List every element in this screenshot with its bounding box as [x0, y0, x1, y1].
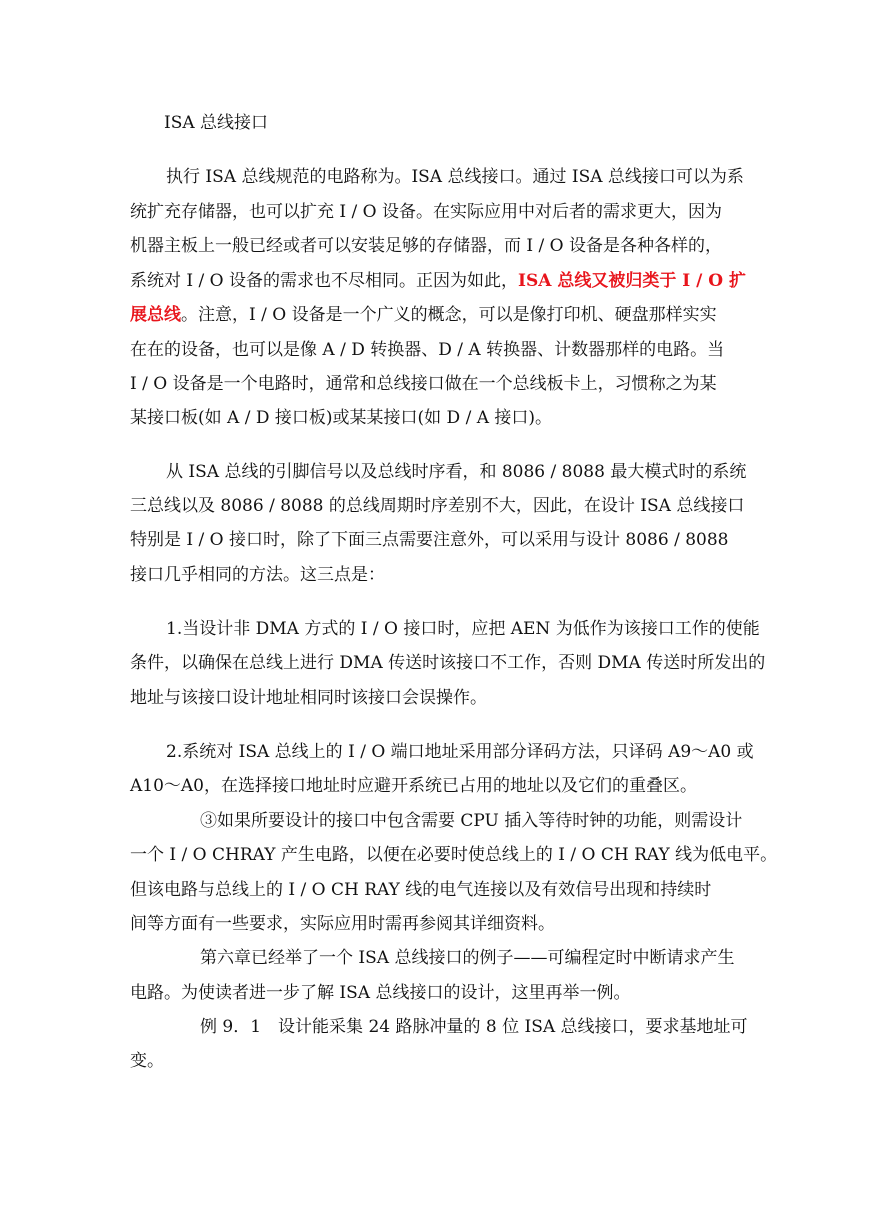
- list-item-line: 但该电路与总线上的 I / O CH RAY 线的电气连接以及有效信号出现和持续时: [130, 880, 712, 900]
- paragraph-line: 某接口板(如 A / D 接口板)或某某接口(如 D / A 接口)。: [130, 408, 553, 428]
- paragraph-line: I / O 设备是一个电路时，通常和总线接口做在一个总线板卡上，习惯称之为某: [130, 374, 717, 394]
- list-item-line: ③如果所要设计的接口中包含需要 CPU 插入等待时钟的功能，则需设计: [200, 811, 743, 831]
- paragraph-line: 统扩充存储器，也可以扩充 I / O 设备。在实际应用中对后者的需求更大，因为: [130, 202, 722, 222]
- paragraph-text: 。注意，I / O 设备是一个广义的概念，可以是像打印机、硬盘那样实实: [181, 305, 717, 325]
- list-item-line: 2.系统对 ISA 总线上的 I / O 端口地址采用部分译码方法，只译码 A9～A0 或: [166, 742, 754, 762]
- paragraph-line: 特别是 I / O 接口时，除了下面三点需要注意外，可以采用与设计 8086 / 8088: [130, 530, 729, 550]
- list-item-line: 地址与该接口设计地址相同时该接口会误操作。: [130, 688, 487, 708]
- paragraph-line: 三总线以及 8086 / 8088 的总线周期时序差别不大，因此，在设计 ISA 总线接口: [130, 496, 745, 516]
- paragraph-line: [130, 304, 717, 326]
- list-item-line: 间等方面有一些要求，实际应用时需再参阅其详细资料。: [130, 914, 555, 934]
- paragraph-line: 第六章已经举了一个 ISA 总线接口的例子——可编程定时中断请求产生: [200, 948, 735, 968]
- highlighted-text: ISA 总线又被归类于 I / O 扩: [518, 271, 746, 291]
- paragraph-line: [130, 270, 746, 292]
- example-line: 例 9．1 设计能采集 24 路脉冲量的 8 位 ISA 总线接口，要求基地址可: [200, 1017, 748, 1037]
- paragraph-line: 电路。为使读者进一步了解 ISA 总线接口的设计，这里再举一例。: [130, 983, 631, 1003]
- list-item-line: 一个 I / O CHRAY 产生电路，以便在必要时使总线上的 I / O CH RAY 线为低电平。: [130, 845, 778, 865]
- list-item-line: 条件，以确保在总线上进行 DMA 传送时该接口不工作，否则 DMA 传送时所发出的: [130, 653, 766, 673]
- paragraph-line: 执行 ISA 总线规范的电路称为。ISA 总线接口。通过 ISA 总线接口可以为系: [166, 167, 744, 187]
- highlighted-text: 展总线: [130, 305, 181, 325]
- paragraph-text: 系统对 I / O 设备的需求也不尽相同。正因为如此，: [130, 271, 518, 291]
- paragraph-line: 机器主板上一般已经或者可以安装足够的存储器，而 I / O 设备是各种各样的，: [130, 236, 722, 256]
- example-line: 变。: [130, 1051, 164, 1071]
- list-item-line: A10～A0，在选择接口地址时应避开系统已占用的地址以及它们的重叠区。: [130, 776, 698, 796]
- list-item-line: 1.当设计非 DMA 方式的 I / O 接口时，应把 AEN 为低作为该接口工作的使能: [166, 619, 760, 639]
- paragraph-line: 接口几乎相同的方法。这三点是：: [130, 565, 385, 585]
- section-heading: ISA 总线接口: [164, 113, 269, 133]
- paragraph-line: 在在的设备，也可以是像 A / D 转换器、D / A 转换器、计数器那样的电路。当: [130, 340, 725, 360]
- paragraph-line: 从 ISA 总线的引脚信号以及总线时序看，和 8086 / 8088 最大模式时的系统: [166, 462, 747, 482]
